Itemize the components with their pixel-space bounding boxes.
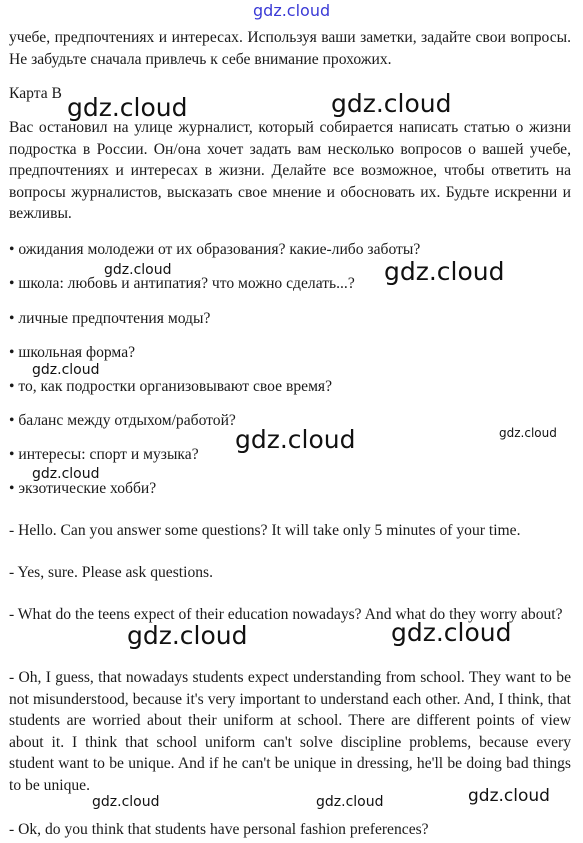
watermark: gdz.cloud: [331, 89, 452, 118]
bullet-item: • интересы: спорт и музыка?: [9, 446, 199, 463]
dialog-line: - What do the teens expect of their education nowadays? And what do they worry about?: [9, 606, 563, 623]
watermark: gdz.cloud: [384, 257, 505, 286]
card-paragraph: Вас остановил на улице журналист, который собирается написать статью о жизни подростка в России. Он/она хочет задать вам несколько вопросов о вашей учебе, предпочтениях и интересах в жизни. Делайте все возможное, чтобы ответить на вопросы журналистов, высказать свое мнение и обосновать их. Будьте искренни и вежливы.: [9, 119, 571, 222]
card-title: Карта В: [9, 85, 62, 102]
watermark: gdz.cloud: [391, 618, 512, 647]
watermark: gdz.cloud: [235, 425, 356, 454]
bullet-item: • то, как подростки организовывают свое время?: [9, 378, 333, 395]
watermark: gdz.cloud: [499, 426, 557, 440]
bullet-item: • личные предпочтения моды?: [9, 310, 211, 327]
watermark: gdz.cloud: [316, 794, 384, 810]
watermark: gdz.cloud: [92, 794, 160, 810]
dialog-line: - Yes, sure. Please ask questions.: [9, 564, 214, 581]
watermark: gdz.cloud: [253, 1, 331, 20]
dialog-line: - Hello. Can you answer some questions? It will take only 5 minutes of your time.: [9, 522, 521, 539]
watermark: gdz.cloud: [32, 466, 100, 482]
bullet-item: • ожидания молодежи от их образования? какие-либо заботы?: [9, 241, 421, 258]
watermark: gdz.cloud: [67, 93, 188, 122]
bullet-item: • баланс между отдыхом/работой?: [9, 412, 236, 429]
bullet-item: • экзотические хобби?: [9, 480, 157, 497]
bullet-item: • школьная форма?: [9, 344, 136, 361]
watermark: gdz.cloud: [104, 262, 172, 278]
dialog-line: - Oh, I guess, that nowadays students expect understanding from school. They want to be not misunderstood, because it's very important to understand each other. And, I think, that students are worried about their uniform at school. There are different points of view about it. I think that school uniform can't solve discipline problems, because every student want to be unique. And if he can't be unique in dressing, he'll be doing bad things to be unique.: [9, 669, 571, 794]
watermark: gdz.cloud: [468, 786, 550, 806]
bullet-item: • школа: любовь и антипатия? что можно сделать...?: [9, 275, 355, 292]
watermark: gdz.cloud: [127, 621, 248, 650]
dialog-line: - Ok, do you think that students have personal fashion preferences?: [9, 821, 429, 838]
watermark: gdz.cloud: [32, 362, 100, 378]
intro-paragraph: учебе, предпочтениях и интересах. Используя ваши заметки, задайте свои вопросы. Не забудьте сначала привлечь к себе внимание прохожих.: [9, 29, 571, 68]
